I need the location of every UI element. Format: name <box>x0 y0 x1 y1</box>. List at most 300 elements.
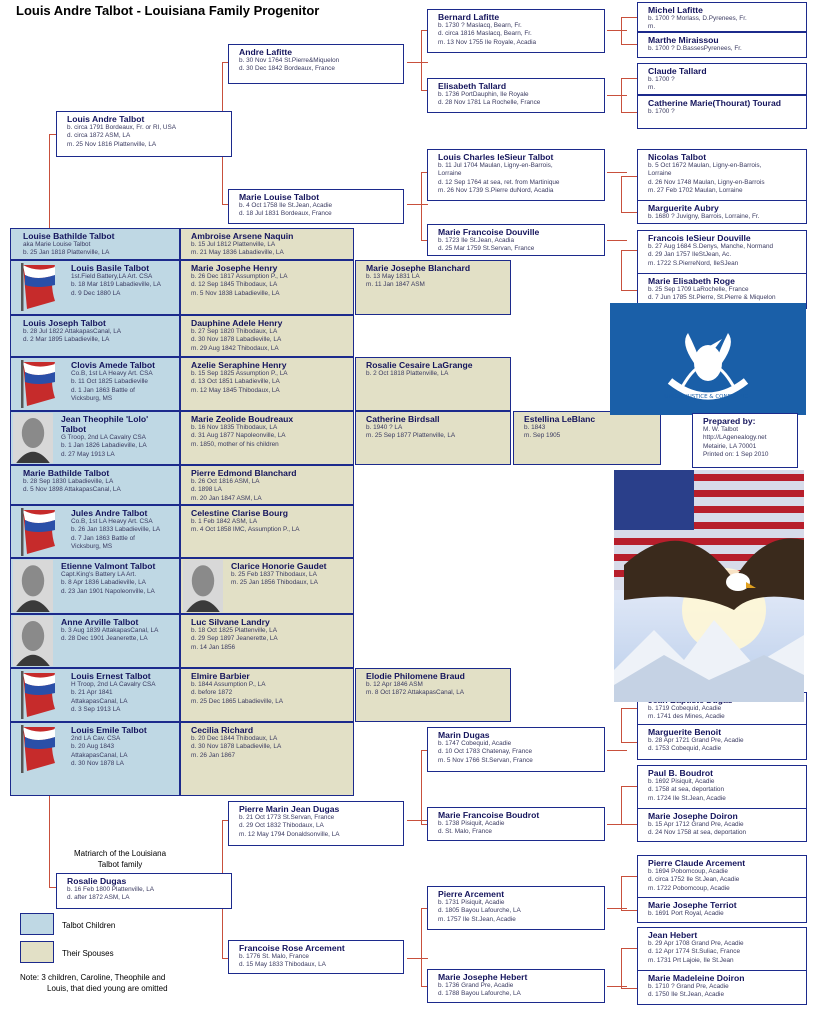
person-detail: 1st.Field Battery,LA Art. CSA <box>71 273 153 280</box>
person-detail: Vicksburg, MS <box>71 395 113 403</box>
connector-line <box>621 948 637 949</box>
person-detail: aka Marie Louise Talbot <box>23 241 91 248</box>
person-detail: AttakapasCanal, LA <box>71 697 128 705</box>
person-detail: b. 8 Apr 1836 Labadieville, LA <box>61 579 146 587</box>
person-detail: m. 12 May 1845 Thibodaux, LA <box>191 386 280 394</box>
connector-line <box>49 134 50 228</box>
person-detail: d. 12 Apr 1774 St.Suliac, France <box>648 948 741 956</box>
person-detail: d. 2 Mar 1895 Labadieville, LA <box>23 336 110 344</box>
person-name: Nicolas Talbot <box>648 152 707 162</box>
person-name: Marie Elisabeth Roge <box>648 276 735 286</box>
connector-line <box>621 290 637 291</box>
spouse-box[interactable] <box>180 614 354 668</box>
person-detail: d. 29 Oct 1832 Thibodaux, LA <box>239 822 324 830</box>
person-box[interactable] <box>637 724 807 760</box>
connector-line <box>621 708 622 742</box>
connector-line <box>621 17 637 18</box>
person-name: Marie Josephe Blanchard <box>366 263 471 273</box>
person-box[interactable] <box>427 807 605 841</box>
connector-line <box>621 786 637 787</box>
person-detail: m. 4 Oct 1858 IMC, Assumption P., LA <box>191 526 300 534</box>
connector-line <box>621 988 637 989</box>
person-detail: b. 1694 Pobomcoup, Acadie <box>648 868 728 875</box>
connector-line <box>621 212 637 213</box>
person-detail: b. 28 Sep 1830 Labadieville, LA <box>23 478 114 485</box>
person-box[interactable] <box>637 200 807 224</box>
person-detail: d. 27 May 1913 LA <box>61 450 115 458</box>
person-box[interactable] <box>56 111 232 157</box>
person-detail: m. 11 Jan 1847 ASM <box>366 281 425 289</box>
person-name: Louis Andre Talbot <box>67 114 145 124</box>
child-box[interactable] <box>10 558 180 614</box>
spouse-box[interactable] <box>180 228 354 260</box>
person-detail: d. 30 Nov 1878 LA <box>71 760 124 768</box>
connector-line <box>621 250 637 251</box>
connector-line <box>607 824 627 825</box>
person-detail: d. circa 1872 ASM, LA <box>67 132 131 140</box>
person-detail: d. 3 Sep 1913 LA <box>71 706 121 714</box>
prepared-heading: Prepared by: <box>703 416 756 426</box>
person-detail: b. 18 Oct 1825 Plattenville, LA <box>191 627 277 634</box>
spouse-box[interactable] <box>355 668 511 722</box>
person-detail: b. 1776 St. Malo, France <box>239 953 309 960</box>
person-detail: b. 1843 <box>524 424 546 431</box>
person-name: Estellina LeBlanc <box>524 414 596 424</box>
person-detail: b. 20 Aug 1843 <box>71 743 114 751</box>
legend-swatch-children <box>20 913 54 935</box>
child-box[interactable] <box>10 260 180 315</box>
person-detail: d. 13 Oct 1851 Labadieville, LA <box>191 378 280 386</box>
person-detail: d. 10 Oct 1783 Chatenay, France <box>438 748 533 756</box>
person-detail: b. 25 Feb 1837 Thibodaux, LA <box>231 571 317 578</box>
person-detail: b. 16 Feb 1800 Plattenville, LA <box>67 886 155 893</box>
person-detail: b. 5 Oct 1672 Maulan, Ligny-en-Barrois, <box>648 162 762 169</box>
person-box[interactable] <box>427 9 605 53</box>
person-detail: m. 26 Jan 1867 <box>191 751 236 759</box>
person-name: Cecilia Richard <box>191 725 254 735</box>
child-box[interactable] <box>10 315 180 357</box>
child-box[interactable] <box>10 411 180 465</box>
child-box[interactable] <box>10 357 180 411</box>
person-detail: H Troop, 2nd LA Cavalry CSA <box>71 681 156 688</box>
person-detail: b. 16 Nov 1835 Thibodaux, LA <box>191 424 278 431</box>
person-detail: d. 29 Jan 1757 IleStJean, Ac. <box>648 251 732 259</box>
person-name: Pierre Claude Arcement <box>648 858 746 868</box>
person-box[interactable] <box>228 189 404 224</box>
person-detail: d. 29 Sep 1897 Jeanerette, LA <box>191 635 278 643</box>
connector-line <box>621 250 622 290</box>
person-name: Claude Tallard <box>648 66 707 76</box>
person-detail: G Troop, 2nd LA Cavalry CSA <box>61 434 146 441</box>
person-name: Marie Madeleine Doiron <box>648 973 745 983</box>
person-name: Jean Hebert <box>648 930 698 940</box>
spouse-box[interactable] <box>180 722 354 796</box>
person-detail: m. 26 Nov 1739 S.Pierre duNord, Acadia <box>438 187 554 195</box>
person-detail: m. 25 Nov 1816 Plattenville, LA <box>67 140 157 148</box>
matriarch-note <box>74 848 166 870</box>
person-box[interactable] <box>637 970 807 1005</box>
person-detail: b. 2 Oct 1818 Plattenville, LA <box>366 370 449 377</box>
spouse-box[interactable] <box>180 465 354 505</box>
person-detail: d. 12 Sep 1845 Thibodaux, LA <box>191 281 278 289</box>
person-detail: b. 21 Oct 1773 St.Servan, France <box>239 814 335 821</box>
person-detail: Lorraine <box>438 170 462 178</box>
person-name: Elmire Barbier <box>191 671 250 681</box>
person-box[interactable] <box>427 969 605 1003</box>
person-name: Clovis Amede Talbot <box>71 360 156 370</box>
person-name: Elisabeth Tallard <box>438 81 507 91</box>
person-detail: m. 1757 Ile St.Jean, Acadie <box>438 915 516 923</box>
person-name: Luc Silvane Landry <box>191 617 270 627</box>
note-line: Note: 3 children, Caroline, Theophile and <box>20 973 166 982</box>
person-detail: d. 23 Jan 1901 Napoleonville, LA <box>61 587 155 595</box>
person-box[interactable] <box>637 855 807 900</box>
person-detail: b. 1844 Assumption P., LA <box>191 681 266 688</box>
portrait-photo <box>13 616 53 666</box>
spouse-box[interactable] <box>180 558 354 614</box>
person-detail: b. 21 Apr 1841 <box>71 689 113 697</box>
legend-label-children: Talbot Children <box>62 921 116 930</box>
connector-line <box>607 30 627 31</box>
connector-line <box>621 708 637 709</box>
person-detail: b. 3 Aug 1839 AttakapasCanal, LA <box>61 627 159 634</box>
connector-line <box>407 820 428 821</box>
connector-line <box>621 786 622 824</box>
person-detail: m. 1722 Pobomcoup, Acadie <box>648 884 730 892</box>
person-name: Louis Charles leSieur Talbot <box>438 152 554 162</box>
connector-line <box>621 742 637 743</box>
person-name: Rosalie Cesaire LaGrange <box>366 360 473 370</box>
matriarch-line: Talbot family <box>97 860 143 869</box>
person-name: Azelie Seraphine Henry <box>191 360 287 370</box>
person-name: Marthe Miraissou <box>648 35 719 45</box>
person-detail: m. 5 Nov 1766 St.Servan, France <box>438 756 533 764</box>
connector-line <box>621 948 622 988</box>
person-detail: d. 1898 LA <box>191 486 222 494</box>
person-name: Francois leSieur Douville <box>648 233 751 243</box>
person-detail: b. 1 Jan 1826 Labadieville, LA <box>61 442 147 450</box>
person-name: Marie Francoise Boudrot <box>438 810 540 820</box>
person-name: Marin Dugas <box>438 730 490 740</box>
person-name: Marguerite Benoit <box>648 727 722 737</box>
connector-line <box>407 204 428 205</box>
person-detail: b. 1700 ? D.BassesPyrenees, Fr. <box>648 45 742 52</box>
person-detail: b. 1691 Port Royal, Acadie <box>648 910 724 917</box>
person-detail: m. 25 Jan 1856 Thibodaux, LA <box>231 579 318 587</box>
person-detail: Vicksburg, MS <box>71 543 113 551</box>
person-detail: b. 1723 Ile St.Jean, Acadia <box>438 237 515 244</box>
person-detail: b. 1692 Pisiquit, Acadie <box>648 778 715 785</box>
person-detail: m. 12 May 1794 Donaldsonville, LA <box>239 830 340 838</box>
person-detail: b. 25 Sep 1709 LaRochelle, France <box>648 286 749 293</box>
person-detail: b. 11 Oct 1825 Labadieville <box>71 378 148 386</box>
person-box[interactable] <box>637 32 807 58</box>
spouse-box[interactable] <box>355 411 511 465</box>
eagle-flag-picture <box>614 470 804 702</box>
person-name: Catherine Marie(Thourat) Tourad <box>648 98 782 108</box>
person-name: Marie Josephe Terriot <box>648 900 737 910</box>
person-name: Jean Theophile 'Lolo' Talbot <box>61 414 149 434</box>
person-name: Marie Francoise Douville <box>438 227 540 237</box>
person-box[interactable] <box>228 801 404 846</box>
person-name: Pierre Arcement <box>438 889 505 899</box>
confederate-flag-icon <box>15 671 57 719</box>
person-detail: b. 1719 Cobequid, Acadie <box>648 705 722 712</box>
person-detail: b. 30 Nov 1764 St.Pierre&Miquelon <box>239 57 340 64</box>
pelican-seal-icon <box>610 303 806 415</box>
prepared-by-box <box>692 413 798 468</box>
person-detail: b. 1700 ? <box>648 108 675 115</box>
omitted-children-note <box>20 972 168 994</box>
person-name: Louis Joseph Talbot <box>23 318 106 328</box>
person-detail: b. 1731 Pisiquit, Acadie <box>438 899 505 906</box>
person-detail: b. 20 Dec 1844 Thibodaux, LA <box>191 735 278 742</box>
person-detail: m. <box>648 23 656 31</box>
connector-line <box>407 958 428 959</box>
person-detail: m. 25 Sep 1877 Plattenville, LA <box>366 432 456 440</box>
person-name: Paul B. Boudrot <box>648 768 713 778</box>
connector-line <box>607 240 627 241</box>
child-box[interactable] <box>10 614 180 668</box>
person-detail: m. <box>648 84 656 92</box>
person-detail: b. 1680 ? Juvigny, Barrois, Lorraine, Fr. <box>648 213 760 220</box>
person-detail: m. 13 Nov 1755 Ile Royale, Acadia <box>438 38 537 46</box>
person-detail: m. 1731 Prt Lajoie, Ile St.Jean <box>648 956 734 964</box>
person-detail: m. 21 May 1836 Labadieville, LA <box>191 249 284 257</box>
legend-swatch-spouses <box>20 941 54 963</box>
person-box[interactable] <box>637 63 807 95</box>
connector-line <box>607 986 627 987</box>
person-detail: b. 1730 ? Maslacq, Bearn, Fr. <box>438 22 522 29</box>
person-detail: d. 31 Aug 1877 Napoleonville, LA <box>191 432 286 440</box>
person-detail: b. 1736 Grand Pre, Acadie <box>438 982 514 989</box>
person-detail: d. 18 Jul 1831 Bordeaux, France <box>239 210 332 218</box>
person-detail: m. 1722 S.PierreNord, IleSJean <box>648 259 739 267</box>
person-detail: m. 5 Nov 1838 Labadieville, LA <box>191 289 280 297</box>
person-detail: d. 28 Nov 1781 La Rochelle, France <box>438 99 541 107</box>
spouse-box[interactable] <box>180 315 354 357</box>
spouse-box[interactable] <box>180 668 354 722</box>
spouse-box[interactable] <box>180 357 354 411</box>
person-detail: d. 28 Dec 1901 Jeanerette, LA <box>61 635 148 643</box>
person-box[interactable] <box>637 95 807 129</box>
person-box[interactable] <box>56 873 232 909</box>
person-name: Marie Josephe Henry <box>191 263 278 273</box>
person-detail: d. before 1872 <box>191 689 233 697</box>
portrait-photo <box>13 413 53 463</box>
connector-line <box>621 176 622 212</box>
person-box[interactable] <box>637 897 807 923</box>
portrait-photo <box>183 560 223 612</box>
spouse-box[interactable] <box>355 357 511 411</box>
person-name: Marie Zeolide Boudreaux <box>191 414 294 424</box>
person-detail: b. 4 Oct 1758 Ile St.Jean, Acadie <box>239 202 333 209</box>
prepared-line: Printed on: 1 Sep 2010 <box>703 451 769 459</box>
legend-label-spouses: Their Spouses <box>62 949 114 958</box>
person-detail: d. 25 Mar 1759 St.Servan, France <box>438 245 535 253</box>
person-detail: b. 12 Apr 1846 ASM <box>366 681 423 688</box>
spouse-box[interactable] <box>180 505 354 558</box>
person-name: Michel Lafitte <box>648 5 703 15</box>
person-detail: d. 7 Jan 1863 Battle of <box>71 534 135 542</box>
person-detail: b. 25 Jan 1818 Plattenville, LA <box>23 249 110 257</box>
person-detail: b. 28 Apr 1721 Grand Pre, Acadie <box>648 737 744 744</box>
person-detail: d. 30 Dec 1842 Bordeaux, France <box>239 65 335 73</box>
spouse-box[interactable] <box>513 411 661 465</box>
louisiana-flag <box>610 303 806 415</box>
person-detail: b. 28 Jul 1822 AttakapasCanal, LA <box>23 328 122 335</box>
person-detail: m. 1741 des Mines, Acadie <box>648 713 725 721</box>
confederate-flag-icon <box>15 508 57 556</box>
person-name: Etienne Valmont Talbot <box>61 561 156 571</box>
person-detail: AttakapasCanal, LA <box>71 751 128 759</box>
person-detail: m. 20 Jan 1847 ASM, LA <box>191 494 262 502</box>
person-detail: Lorraine <box>648 170 672 178</box>
person-name: Andre Lafitte <box>239 47 292 57</box>
person-detail: d. circa 1752 Ile St.Jean, Acadie <box>648 876 740 884</box>
portrait-photo <box>13 560 53 612</box>
spouse-box[interactable] <box>180 260 354 315</box>
person-box[interactable] <box>228 44 404 84</box>
person-detail: m. 1850, mother of his children <box>191 440 279 448</box>
person-name: Marguerite Aubry <box>648 203 719 213</box>
person-detail: 2nd LA Cav. CSA <box>71 735 121 742</box>
person-detail: b. 1747 Cobequid, Acadie <box>438 740 512 747</box>
person-detail: Capt.King's Battery LA Art. <box>61 571 137 578</box>
connector-line <box>421 750 422 824</box>
person-detail: b. 26 Jan 1833 Labadieville, LA <box>71 526 161 534</box>
person-detail: m. 27 Feb 1702 Maulan, Lorraine <box>648 187 743 195</box>
confederate-flag-icon <box>15 725 57 773</box>
person-name: Ambroise Arsene Naquin <box>191 231 294 241</box>
person-detail: d. 30 Nov 1878 Labadieville, LA <box>191 743 282 751</box>
person-detail: m. 29 Aug 1842 Thibodaux, LA <box>191 344 279 352</box>
person-detail: m. 8 Oct 1872 AttakapasCanal, LA <box>366 689 465 697</box>
person-box[interactable] <box>637 230 807 274</box>
person-detail: b. 27 Aug 1684 S.Denys, Manche, Normand <box>648 243 774 250</box>
person-name: Marie Louise Talbot <box>239 192 320 202</box>
connector-line <box>607 95 627 96</box>
person-detail: d. 9 Dec 1880 LA <box>71 289 121 297</box>
person-detail: d. 12 Sep 1764 at sea, ret. from Martinique <box>438 178 560 186</box>
person-box[interactable] <box>228 940 404 974</box>
connector-line <box>607 750 627 751</box>
person-detail: d. 7 Jun 1785 St.Pierre, St.Pierre & Miquelon <box>648 294 776 302</box>
connector-line <box>621 44 637 45</box>
person-box[interactable] <box>427 886 605 930</box>
person-name: Pierre Marin Jean Dugas <box>239 804 340 814</box>
person-name: Marie Josephe Hebert <box>438 972 528 982</box>
person-detail: b. circa 1791 Bordeaux, Fr. or RI, USA <box>67 124 177 131</box>
person-box[interactable] <box>637 2 807 32</box>
person-name: Elodie Philomene Braud <box>366 671 465 681</box>
connector-line <box>49 796 50 887</box>
child-box[interactable] <box>10 505 180 558</box>
connector-line <box>421 172 422 240</box>
person-detail: m. Sep 1905 <box>524 432 561 440</box>
person-name: Pierre Edmond Blanchard <box>191 468 297 478</box>
person-detail: b. 27 Sep 1820 Thibodaux, LA <box>191 328 278 335</box>
child-box[interactable] <box>10 668 180 722</box>
person-detail: d. 30 Nov 1878 Labadieville, LA <box>191 336 282 344</box>
person-detail: d. 24 Nov 1758 at sea, deportation <box>648 829 747 837</box>
connector-line <box>49 134 56 135</box>
person-detail: d. St. Malo, France <box>438 828 492 836</box>
person-detail: b. 26 Dec 1817 Assumption P., LA <box>191 273 288 280</box>
connector-line <box>621 876 637 877</box>
connector-line <box>621 176 637 177</box>
person-name: Marie Josephe Doiron <box>648 811 738 821</box>
person-detail: m. 14 Jan 1856 <box>191 643 236 651</box>
person-detail: b. 1736 PortDauphin, Ile Royale <box>438 91 529 98</box>
child-box[interactable] <box>10 465 180 505</box>
person-detail: b. 1738 Pisiquit, Acadie <box>438 820 505 827</box>
person-detail: b. 29 Apr 1708 Grand Pre, Acadie <box>648 940 744 947</box>
person-detail: b. 1710 ? Grand Pre, Acadie <box>648 983 729 990</box>
person-box[interactable] <box>427 149 605 201</box>
note-line: Louis, that died young are omitted <box>47 984 168 993</box>
spouse-box[interactable] <box>180 411 354 465</box>
person-box[interactable] <box>427 78 605 113</box>
person-detail: b. 1940 ? LA <box>366 424 403 431</box>
person-name: Louise Bathilde Talbot <box>23 231 115 241</box>
person-detail: Co.B, 1st LA Heavy Art. CSA <box>71 370 153 377</box>
person-detail: d. 5 Nov 1898 AttakapasCanal, LA <box>23 486 121 494</box>
person-name: Francoise Rose Arcement <box>239 943 345 953</box>
person-name: Anne Arville Talbot <box>61 617 139 627</box>
person-detail: b. 26 Oct 1816 ASM, LA <box>191 478 260 485</box>
prepared-line: http://LAgenealogy.net <box>703 434 767 442</box>
person-name: Bernard Lafitte <box>438 12 500 22</box>
connector-line <box>421 908 422 986</box>
person-detail: d. 15 May 1833 Thibodaux, LA <box>239 961 326 969</box>
person-box[interactable] <box>427 224 605 256</box>
connector-line <box>421 30 422 90</box>
person-name: Clarice Honorie Gaudet <box>231 561 327 571</box>
person-detail: d. after 1872 ASM, LA <box>67 894 130 902</box>
child-box[interactable] <box>10 722 180 796</box>
person-detail: d. 1758 at sea, deportation <box>648 786 725 794</box>
spouse-box[interactable] <box>355 260 511 315</box>
person-detail: b. 18 Mar 1819 Labadieville, LA <box>71 281 161 289</box>
person-detail: b. 13 May 1831 LA <box>366 273 420 280</box>
person-box[interactable] <box>637 149 807 203</box>
confederate-flag-icon <box>15 263 57 311</box>
person-box[interactable] <box>637 765 807 809</box>
person-detail: b. 15 Apr 1712 Grand Pre, Acadie <box>648 821 744 828</box>
connector-line <box>607 172 627 173</box>
person-detail: b. 11 Jul 1704 Maulan, Ligny-en-Barrois, <box>438 162 553 169</box>
person-box[interactable] <box>637 808 807 842</box>
connector-line <box>621 910 637 911</box>
person-detail: d. 1 Jan 1863 Battle of <box>71 386 135 394</box>
person-box[interactable] <box>427 727 605 772</box>
child-box[interactable] <box>10 228 180 260</box>
connector-line <box>407 62 428 63</box>
person-name: Catherine Birdsall <box>366 414 440 424</box>
person-name: Louis Emile Talbot <box>71 725 147 735</box>
person-detail: d. 1753 Cobequid, Acadie <box>648 745 722 753</box>
person-detail: d. 1750 Ile St.Jean, Acadie <box>648 991 725 999</box>
connector-line <box>621 876 622 910</box>
person-name: Louis Ernest Talbot <box>71 671 151 681</box>
person-detail: m. 25 Dec 1865 Labadieville, LA <box>191 697 284 705</box>
person-detail: b. 1 Feb 1842 ASM, LA <box>191 518 258 525</box>
connector-line <box>621 78 637 79</box>
connector-line <box>621 112 637 113</box>
person-box[interactable] <box>637 927 807 971</box>
person-detail: d. 1805 Bayou Lafourche, LA <box>438 907 521 915</box>
